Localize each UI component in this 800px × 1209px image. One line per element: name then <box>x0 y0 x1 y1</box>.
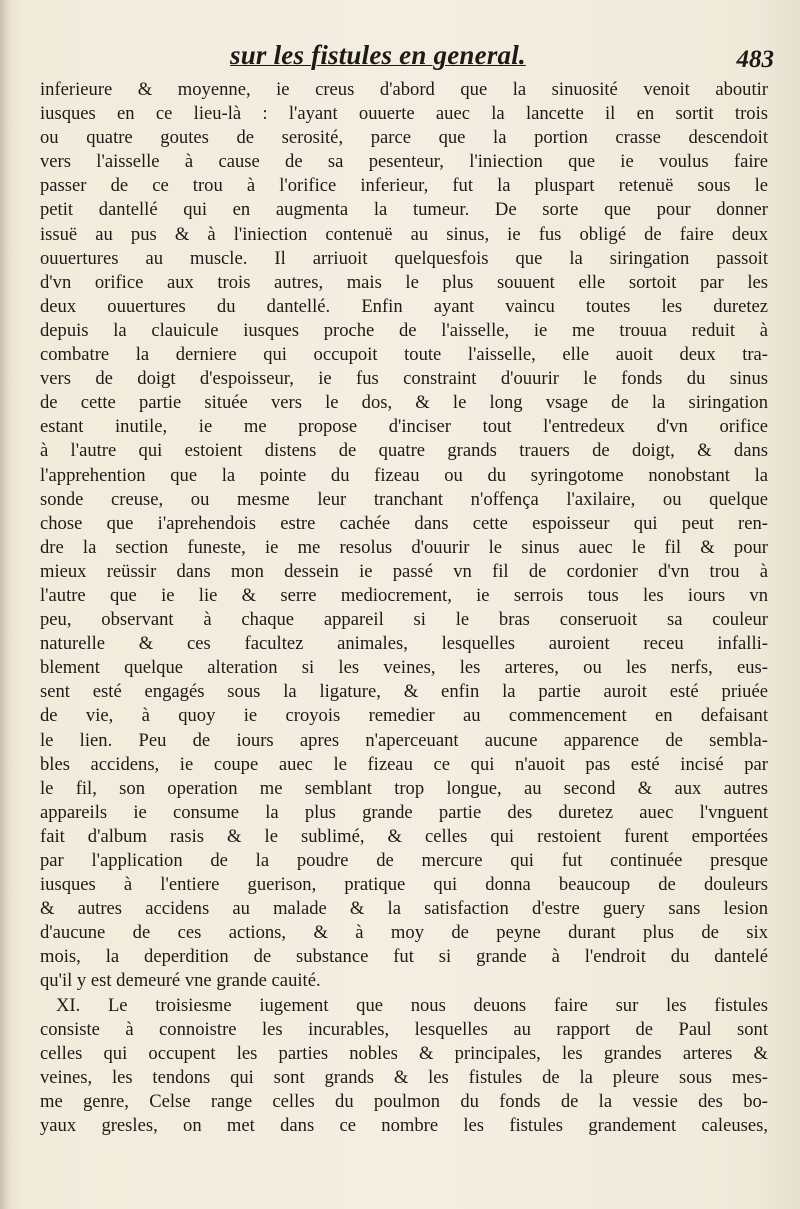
text-line: estant inutile, ie me propose d'inciser tout l'entredeux d'vn orifice <box>40 416 768 438</box>
text-line: iusques en ce lieu-là : l'ayant ouuerte auec la lancette il en sortit trois <box>40 103 768 125</box>
text-line: iusques à l'entiere guerison, pratique qui donna beaucoup de douleurs <box>40 874 768 896</box>
text-line: consiste à connoistre les incurables, lesquelles au rapport de Paul sont <box>40 1018 768 1040</box>
text-line: & autres accidens au malade & la satisfaction d'estre guery sans lesion <box>40 898 768 920</box>
text-line: celles qui occupent les parties nobles & principales, les grandes arteres & <box>40 1042 768 1064</box>
text-line: l'autre que ie lie & serre mediocrement, ie serrois tous les iours vn <box>40 584 768 606</box>
text-line: d'aucune de ces actions, & à moy de peyne durant plus de six <box>40 922 768 944</box>
text-line: issuë au pus & à l'iniection contenuë au sinus, ie fus obligé de faire deux <box>40 223 768 245</box>
text-line: de vie, à quoy ie croyois remedier au commencement en defaisant <box>40 705 768 727</box>
text-line: blement quelque alteration si les veines, les arteres, ou les nerfs, eus- <box>40 657 768 679</box>
page-binding-edge <box>0 0 9 1209</box>
text-line: peu, observant à chaque appareil si le bras conseruoit sa couleur <box>40 609 768 631</box>
text-line: me genre, Celse range celles du poulmon du fonds de la vessie des bo- <box>40 1090 768 1112</box>
text-line: combatre la derniere qui occupoit toute l'aisselle, elle auoit deux tra- <box>40 344 768 366</box>
text-line: ouuertures au muscle. Il arriuoit quelquesfois que la siringation passoit <box>40 247 768 269</box>
text-line: par l'application de la poudre de mercure qui fut continuée presque <box>40 850 768 871</box>
text-line: fait d'album rasis & le sublimé, & celles qui restoient furent emportées <box>40 825 768 847</box>
body-text <box>40 78 768 1138</box>
text-line: l'apprehention que la pointe du fizeau ou du syringotome nonobstant la <box>40 464 768 486</box>
text-line: sonde creuse, ou mesme leur tranchant n'offença l'axilaire, ou quelque <box>40 488 768 510</box>
text-line: ou quatre goutes de serosité, parce que la portion crasse descendoit <box>40 127 768 149</box>
running-title: sur les fistules en general. <box>230 40 526 70</box>
text-line: vers de doigt d'espoisseur, ie fus constraint d'ouurir le fonds du sinus <box>40 368 768 390</box>
text-line: sent esté engagés sous la ligature, & enfin la partie auroit esté priuée <box>40 681 768 703</box>
text-line: le lien. Peu de iours apres n'aperceuant aucune apparence de sembla- <box>40 729 768 751</box>
page-header <box>0 28 800 76</box>
text-line: le fil, son operation me semblant trop longue, au second & aux autres <box>40 777 768 799</box>
text-line: d'vn orifice aux trois autres, mais le plus souuent elle sortoit par les <box>40 271 768 293</box>
text-line: XI. Le troisiesme iugement que nous deuons faire sur les fistules <box>56 994 768 1016</box>
text-line: mieux reüssir dans mon dessein ie passé vn fil de cordonier d'vn trou à <box>40 560 768 582</box>
text-line: depuis la clauicule iusques proche de l'aisselle, ie me trouua reduit à <box>40 319 768 341</box>
text-line: chose que i'aprehendois estre cachée dans cette espoisseur qui peut ren- <box>40 512 768 534</box>
text-line: dre la section funeste, ie me resolus d'ouurir le sinus auec le fil & pour <box>40 536 768 558</box>
page-number: 483 <box>736 46 774 73</box>
text-line: petit dantellé qui en augmenta la tumeur. De sorte que pour donner <box>40 199 768 221</box>
text-line: mois, la deperdition de substance fut si grande à l'endroit du dantelé <box>40 946 768 968</box>
text-line: naturelle & ces facultez animales, lesquelles auroient receu infalli- <box>40 633 768 655</box>
text-line: qu'il y est demeuré vne grande cauité. <box>40 970 321 992</box>
text-line: inferieure & moyenne, ie creus d'abord que la sinuosité venoit aboutir <box>40 79 768 100</box>
text-line: de cette partie située vers le dos, & le long vsage de la siringation <box>40 392 768 414</box>
text-line: à l'autre qui estoient distens de quatre grands trauers de doigt, & dans <box>40 440 768 462</box>
text-line: veines, les tendons qui sont grands & les fistules de la pleure sous mes- <box>40 1066 768 1088</box>
text-line: deux ouuertures du dantellé. Enfin ayant vaincu toutes les duretez <box>40 295 768 317</box>
text-line: vers l'aisselle à cause de sa pesenteur, l'iniection que ie voulus faire <box>40 151 768 173</box>
text-line: yaux gresles, on met dans ce nombre les fistules grandement caleuses, <box>40 1115 768 1137</box>
text-line: appareils ie consume la plus grande partie des duretez auec l'vnguent <box>40 801 768 823</box>
text-line: passer de ce trou à l'orifice inferieur, fut la pluspart retenuë sous le <box>40 175 768 197</box>
text-line: bles accidens, ie coupe auec le fizeau ce qui n'auoit pas esté incisé par <box>40 753 768 775</box>
